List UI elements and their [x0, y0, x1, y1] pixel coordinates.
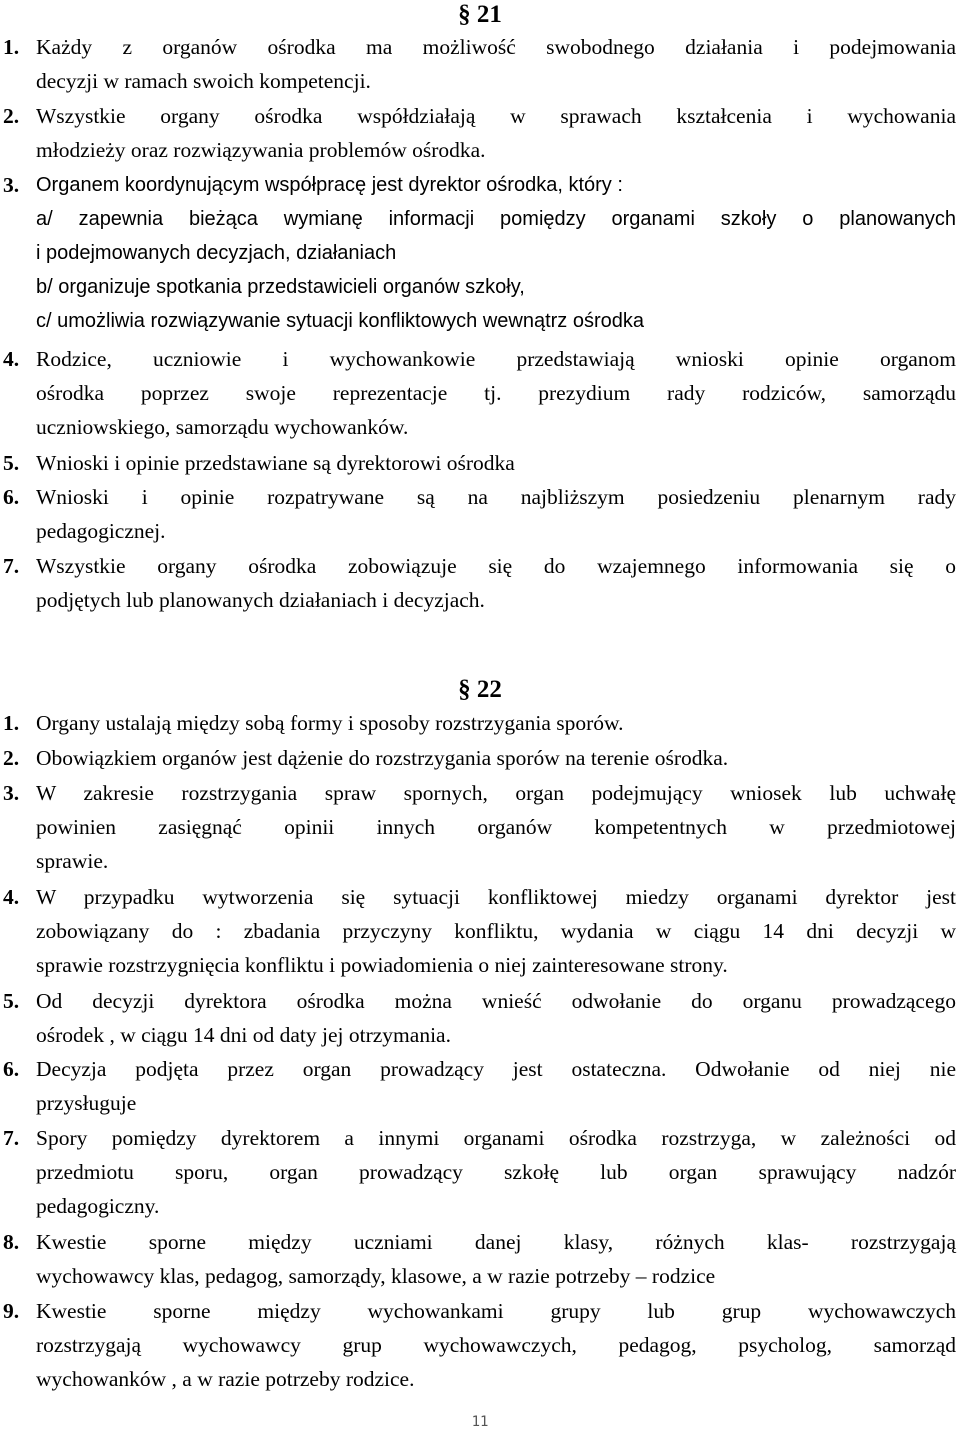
item-line: ośrodka poprzez swoje reprezentacje tj. prezydium rady rodziców, samorządu — [36, 381, 956, 405]
item-text — [36, 30, 956, 98]
item-text — [36, 706, 956, 740]
item-line: W zakresie rozstrzygania spraw spornych, organ podejmujący wniosek lub uchwałę — [36, 781, 956, 805]
item-line: Spory pomiędzy dyrektorem a innymi organami ośrodka rozstrzyga, w zależności od — [36, 1126, 956, 1150]
item-number: 2. — [3, 746, 20, 770]
item-line: przysługuje — [36, 1091, 137, 1115]
item-line: uczniowskiego, samorządu wychowanków. — [36, 415, 409, 439]
item-line: sprawie. — [36, 849, 109, 873]
item-line: pedagogicznej. — [36, 519, 166, 543]
item-line: Wszystkie organy ośrodka współdziałają w sprawach kształcenia i wychowania — [36, 104, 956, 128]
item-number: 3. — [3, 173, 20, 197]
item-text — [36, 776, 956, 878]
item-text — [36, 342, 956, 444]
item-line: a/ zapewnia bieżąca wymianę informacji pomiędzy organami szkoły o planowanych — [36, 208, 956, 230]
item-text — [36, 880, 956, 982]
item-line: Wszystkie organy ośrodka zobowiązuje się do wzajemnego informowania się o — [36, 554, 956, 578]
item-number: 7. — [3, 1126, 20, 1150]
item-number: 4. — [3, 347, 20, 371]
item-line: i podejmowanych decyzjach, działaniach — [36, 242, 397, 264]
item-text — [36, 99, 956, 167]
section-number: 22 — [476, 676, 502, 703]
item-line: Rodzice, uczniowie i wychowankowie przedstawiają wnioski opinie organom — [36, 347, 956, 371]
item-line: Kwestie sporne między uczniami danej klasy, różnych klas- rozstrzygają — [36, 1230, 956, 1254]
item-text — [36, 1052, 956, 1120]
item-line: zobowiązany do : zbadania przyczyny konfliktu, wydania w ciągu 14 dni decyzji w — [36, 919, 956, 943]
item-line: podjętych lub planowanych działaniach i decyzjach. — [36, 588, 485, 612]
item-line: ośrodek , w ciągu 14 dni od daty jej otrzymania. — [36, 1023, 451, 1047]
item-number: 5. — [3, 451, 20, 475]
item-line: Kwestie sporne między wychowankami grupy lub grup wychowawczych — [36, 1299, 956, 1323]
item-line: Od decyzji dyrektora ośrodka można wnieść odwołanie do organu prowadzącego — [36, 989, 956, 1013]
section-symbol: § — [458, 676, 471, 703]
item-number: 5. — [3, 989, 20, 1013]
item-line: c/ umożliwia rozwiązywanie sytuacji konfliktowych wewnątrz ośrodka — [36, 310, 644, 332]
item-line: W przypadku wytworzenia się sytuacji konfliktowej miedzy organami dyrektor jest — [36, 885, 956, 909]
item-text — [36, 1121, 956, 1223]
item-line: młodzieży oraz rozwiązywania problemów ośrodka. — [36, 138, 486, 162]
item-text — [36, 741, 956, 775]
item-line: Organem koordynującym współpracę jest dyrektor ośrodka, który : — [36, 174, 623, 196]
item-line: Obowiązkiem organów jest dążenie do rozstrzygania sporów na terenie ośrodka. — [36, 746, 729, 770]
item-line: decyzji w ramach swoich kompetencji. — [36, 69, 371, 93]
section-symbol: § — [458, 1, 471, 28]
section-heading-22 — [0, 675, 960, 705]
item-line: Organy ustalają między sobą formy i sposoby rozstrzygania sporów. — [36, 711, 624, 735]
item-line: powinien zasięgnąć opinii innych organów kompetentnych w przedmiotowej — [36, 815, 956, 839]
item-text — [36, 168, 956, 338]
item-text — [36, 549, 956, 617]
page-number: 11 — [471, 1414, 489, 1430]
item-text — [36, 480, 956, 548]
item-number: 8. — [3, 1230, 20, 1254]
item-line: Wnioski i opinie rozpatrywane są na najbliższym posiedzeniu plenarnym rady — [36, 485, 956, 509]
item-line: wychowawcy klas, pedagog, samorządy, klasowe, a w razie potrzeby – rodzice — [36, 1264, 716, 1288]
item-line: Każdy z organów ośrodka ma możliwość swobodnego działania i podejmowania — [36, 35, 956, 59]
item-line: rozstrzygają wychowawcy grup wychowawczych, pedagog, psycholog, samorząd — [36, 1333, 956, 1357]
item-line: Decyzja podjęta przez organ prowadzący jest ostateczna. Odwołanie od niej nie — [36, 1057, 956, 1081]
item-number: 1. — [3, 35, 20, 59]
item-line: przedmiotu sporu, organ prowadzący szkołę lub organ sprawujący nadzór — [36, 1160, 956, 1184]
item-number: 6. — [3, 1057, 20, 1081]
item-line: b/ organizuje spotkania przedstawicieli organów szkoły, — [36, 276, 525, 298]
item-number: 2. — [3, 104, 20, 128]
item-number: 1. — [3, 711, 20, 735]
item-line: sprawie rozstrzygnięcia konfliktu i powiadomienia o niej zainteresowane strony. — [36, 953, 728, 977]
section-heading-21 — [0, 0, 960, 30]
item-number: 6. — [3, 485, 20, 509]
item-line: Wnioski i opinie przedstawiane są dyrektorowi ośrodka — [36, 451, 515, 475]
item-line: wychowanków , a w razie potrzeby rodzice. — [36, 1367, 415, 1391]
item-number: 3. — [3, 781, 20, 805]
item-text — [36, 1225, 956, 1293]
item-line: pedagogiczny. — [36, 1194, 160, 1218]
section-number: 21 — [476, 1, 502, 28]
item-text — [36, 984, 956, 1052]
item-number: 7. — [3, 554, 20, 578]
item-number: 4. — [3, 885, 20, 909]
item-text — [36, 1294, 956, 1396]
item-text — [36, 446, 956, 480]
item-number: 9. — [3, 1299, 20, 1323]
